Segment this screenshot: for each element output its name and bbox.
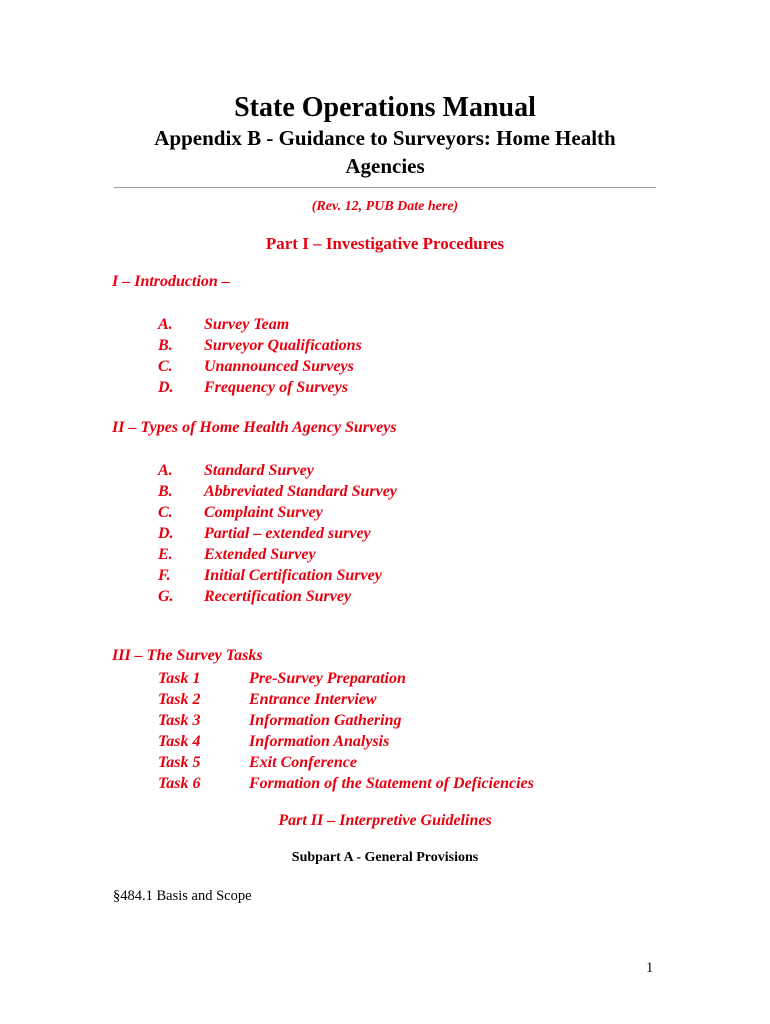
list-letter: D.	[158, 379, 174, 396]
list-label: Abbreviated Standard Survey	[204, 483, 397, 500]
section1-heading: I – Introduction –	[112, 273, 230, 290]
list-letter: A.	[158, 462, 173, 479]
task-row	[158, 668, 534, 689]
document-title: State Operations Manual	[234, 92, 536, 123]
list-item	[158, 544, 397, 565]
document-subtitle-line1: Appendix B - Guidance to Surveyors: Home Health	[154, 126, 616, 150]
list-item	[158, 356, 362, 377]
task-row	[158, 752, 534, 773]
part2-heading: Part II – Interpretive Guidelines	[278, 812, 492, 829]
list-label: Partial – extended survey	[204, 525, 371, 542]
task-number: Task 1	[158, 670, 201, 687]
list-label: Survey Team	[204, 316, 290, 333]
list-label: Complaint Survey	[204, 504, 323, 521]
survey-tasks-list	[158, 668, 534, 794]
list-label: Extended Survey	[204, 546, 316, 563]
task-label: Formation of the Statement of Deficiencies	[249, 775, 534, 792]
task-label: Information Analysis	[249, 733, 390, 750]
list-letter: C.	[158, 358, 173, 375]
list-letter: E.	[158, 546, 173, 563]
header-divider	[114, 187, 656, 188]
task-number: Task 3	[158, 712, 201, 729]
list-letter: C.	[158, 504, 173, 521]
task-row	[158, 710, 534, 731]
list-item	[158, 565, 397, 586]
list-label: Recertification Survey	[204, 588, 352, 605]
section2-list	[158, 460, 397, 607]
task-row	[158, 731, 534, 752]
list-label: Unannounced Surveys	[204, 358, 354, 375]
list-item	[158, 377, 362, 398]
page-number: 1	[646, 960, 654, 976]
section2-heading: II – Types of Home Health Agency Surveys	[112, 419, 397, 436]
list-letter: A.	[158, 316, 173, 333]
list-item	[158, 335, 362, 356]
list-letter: B.	[158, 483, 173, 500]
task-number: Task 2	[158, 691, 201, 708]
list-item	[158, 460, 397, 481]
revision-note: (Rev. 12, PUB Date here)	[311, 199, 459, 214]
list-label: Frequency of Surveys	[204, 379, 348, 396]
list-item	[158, 523, 397, 544]
task-number: Task 5	[158, 754, 201, 771]
list-letter: B.	[158, 337, 173, 354]
list-letter: D.	[158, 525, 174, 542]
task-number: Task 6	[158, 775, 201, 792]
task-row	[158, 773, 534, 794]
list-item	[158, 481, 397, 502]
list-label: Initial Certification Survey	[204, 567, 382, 584]
list-item	[158, 586, 397, 607]
subpart-heading: Subpart A - General Provisions	[291, 850, 479, 865]
basis-and-scope-heading: §484.1 Basis and Scope	[113, 888, 252, 904]
document-subtitle-line2: Agencies	[345, 154, 425, 178]
list-letter: G.	[158, 588, 174, 605]
task-label: Pre-Survey Preparation	[249, 670, 406, 687]
section3-heading: III – The Survey Tasks	[112, 647, 263, 664]
list-letter: F.	[158, 567, 171, 584]
section1-list	[158, 314, 362, 398]
task-label: Exit Conference	[249, 754, 357, 771]
task-label: Entrance Interview	[249, 691, 377, 708]
task-label: Information Gathering	[249, 712, 402, 729]
part1-heading: Part I – Investigative Procedures	[265, 234, 505, 253]
list-label: Surveyor Qualifications	[204, 337, 362, 354]
list-item	[158, 314, 362, 335]
task-number: Task 4	[158, 733, 201, 750]
task-row	[158, 689, 534, 710]
list-item	[158, 502, 397, 523]
list-label: Standard Survey	[204, 462, 314, 479]
